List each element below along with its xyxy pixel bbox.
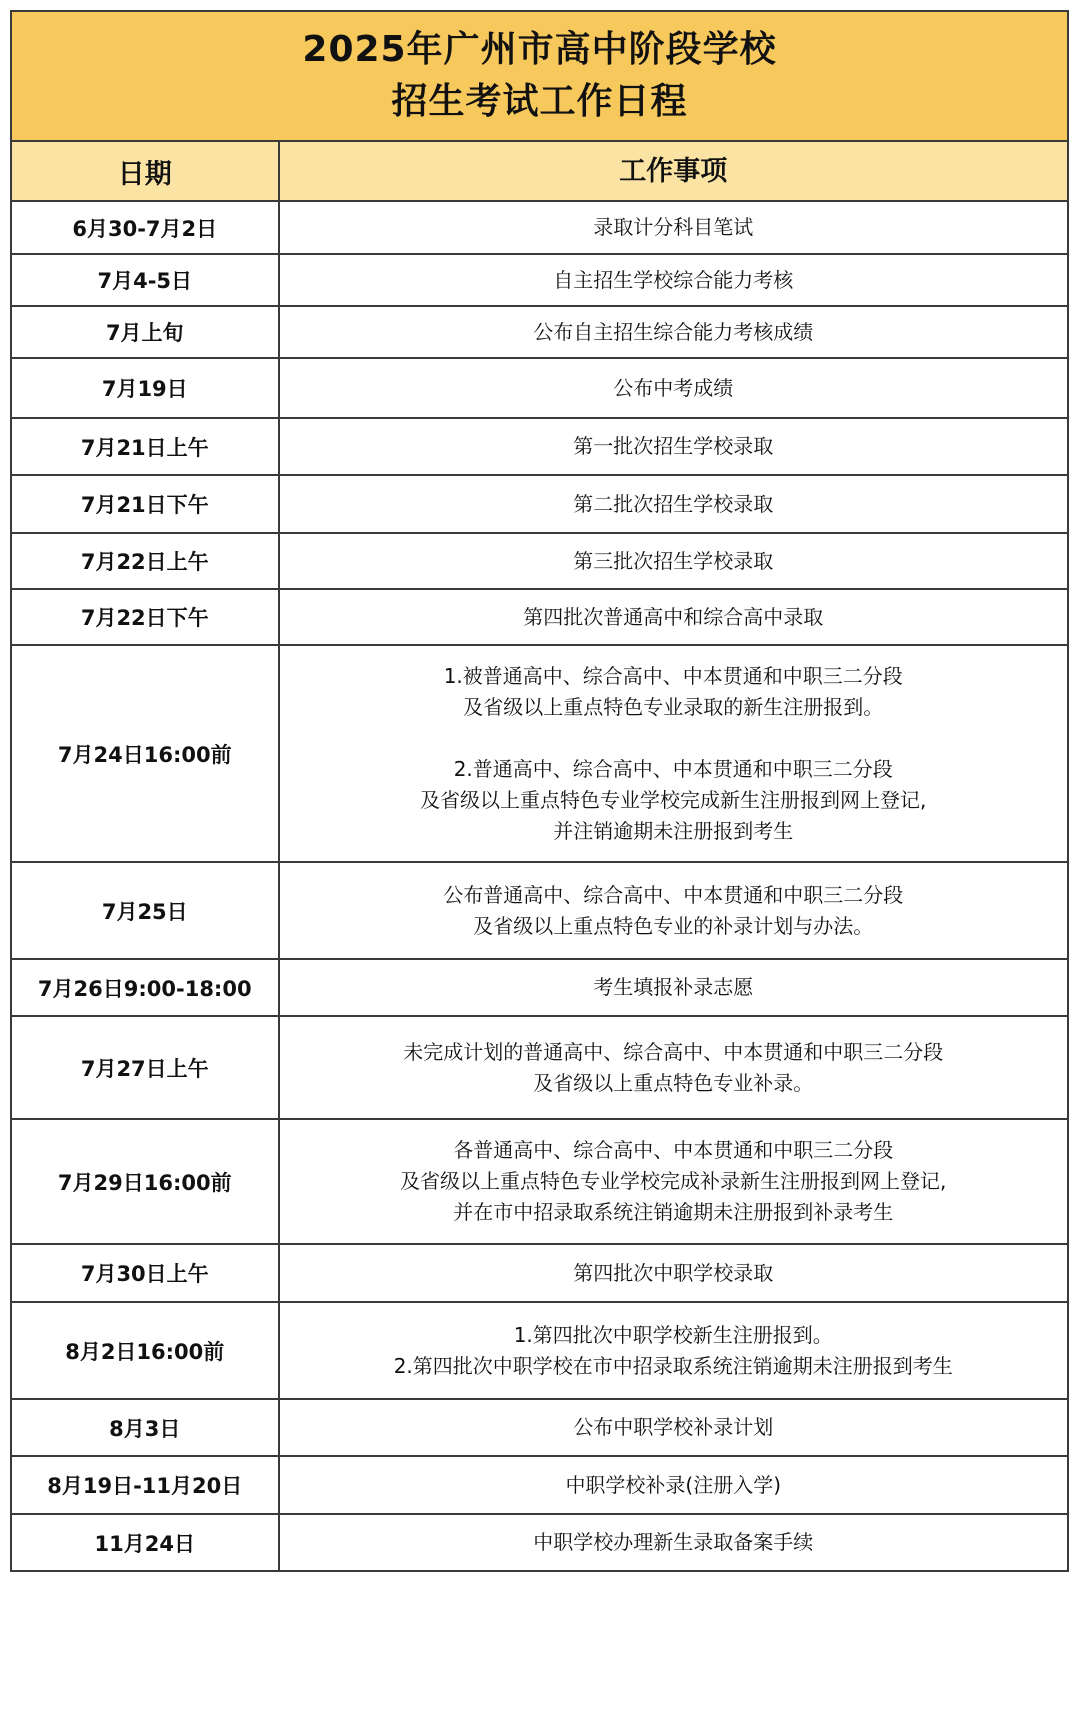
table-row [12, 1017, 1069, 1120]
item-line: 第四批次中职学校录取 [573, 1260, 774, 1285]
column-header-item: 工作事项 [280, 142, 1070, 202]
item-cell [280, 960, 1070, 1017]
date-cell: 8月2日16:00前 [12, 1303, 280, 1400]
date-cell: 7月22日上午 [12, 534, 280, 590]
item-line: 及省级以上重点特色专业补录。 [533, 1070, 814, 1095]
item-line: 2.第四批次中职学校在市中招录取系统注销逾期未注册报到考生 [393, 1353, 953, 1378]
date-cell: 7月4-5日 [12, 255, 280, 307]
date-cell: 7月25日 [12, 863, 280, 960]
item-cell [280, 534, 1070, 590]
table-row [12, 476, 1069, 534]
date-cell: 7月27日上午 [12, 1017, 280, 1120]
date-cell: 8月19日-11月20日 [12, 1457, 280, 1515]
item-line: 各普通高中、综合高中、中本贯通和中职三二分段 [453, 1138, 894, 1162]
table-row [12, 646, 1069, 863]
item-cell [280, 1017, 1070, 1120]
date-cell: 7月21日上午 [12, 419, 280, 476]
item-cell [280, 476, 1070, 534]
item-line: 公布普通高中、综合高中、中本贯通和中职三二分段 [443, 882, 904, 907]
date-cell: 7月24日16:00前 [12, 646, 280, 863]
table-row [12, 534, 1069, 590]
table-row [12, 1120, 1069, 1245]
item-line: 公布自主招生综合能力考核成绩 [533, 319, 814, 344]
item-line: 录取计分科目笔试 [593, 215, 754, 239]
column-header-date: 日期 [12, 142, 280, 202]
date-cell: 7月19日 [12, 359, 280, 419]
table-row [12, 960, 1069, 1017]
table-row [12, 359, 1069, 419]
table-row [12, 202, 1069, 255]
item-cell [280, 255, 1070, 307]
table-title-line-1: 2025年广州市高中阶段学校 [302, 29, 777, 70]
table-title-line-2: 招生考试工作日程 [391, 81, 688, 122]
table-row [12, 419, 1069, 476]
item-line: 并在市中招录取系统注销逾期未注册报到补录考生 [453, 1200, 894, 1224]
table-header-row [12, 142, 1069, 202]
item-line: 第三批次招生学校录取 [573, 548, 774, 573]
date-cell: 6月30-7月2日 [12, 202, 280, 255]
item-cell [280, 1400, 1070, 1457]
item-line: 公布中考成绩 [613, 375, 734, 400]
table-row [12, 1303, 1069, 1400]
table-row [12, 1515, 1069, 1572]
date-cell: 7月22日下午 [12, 590, 280, 646]
item-line: 及省级以上重点特色专业录取的新生注册报到。 [463, 694, 884, 719]
table-row [12, 863, 1069, 960]
date-cell: 7月30日上午 [12, 1245, 280, 1303]
item-line: 1.被普通高中、综合高中、中本贯通和中职三二分段 [443, 663, 903, 688]
item-line: 及省级以上重点特色专业学校完成新生注册报到网上登记, [420, 787, 927, 812]
item-cell [280, 307, 1070, 359]
item-line: 考生填报补录志愿 [593, 975, 754, 999]
schedule-table [10, 10, 1069, 1572]
item-cell [280, 590, 1070, 646]
item-cell [280, 419, 1070, 476]
item-cell [280, 1515, 1070, 1572]
item-line: 1.第四批次中职学校新生注册报到。 [513, 1322, 833, 1347]
table-row [12, 590, 1069, 646]
item-line: 第二批次招生学校录取 [573, 491, 774, 516]
date-cell: 7月21日下午 [12, 476, 280, 534]
item-line: 公布中职学校补录计划 [573, 1415, 774, 1439]
item-cell [280, 1303, 1070, 1400]
item-cell [280, 202, 1070, 255]
table-row [12, 1245, 1069, 1303]
item-cell [280, 863, 1070, 960]
date-cell: 7月29日16:00前 [12, 1120, 280, 1245]
item-line: 中职学校办理新生录取备案手续 [533, 1530, 814, 1554]
table-row [12, 307, 1069, 359]
table-row [12, 1400, 1069, 1457]
item-cell [280, 646, 1070, 863]
item-line: 并注销逾期未注册报到考生 [553, 818, 794, 843]
table-body [12, 202, 1069, 1572]
item-cell [280, 359, 1070, 419]
item-line: 第一批次招生学校录取 [573, 434, 774, 458]
item-line: 未完成计划的普通高中、综合高中、中本贯通和中职三二分段 [403, 1039, 944, 1064]
date-cell: 11月24日 [12, 1515, 280, 1572]
item-line: 中职学校补录(注册入学) [565, 1472, 782, 1497]
item-line: 及省级以上重点特色专业学校完成补录新生注册报到网上登记, [400, 1169, 947, 1193]
item-cell [280, 1120, 1070, 1245]
date-cell: 7月上旬 [12, 307, 280, 359]
table-row [12, 255, 1069, 307]
date-cell: 7月26日9:00-18:00 [12, 960, 280, 1017]
date-cell: 8月3日 [12, 1400, 280, 1457]
item-line: 自主招生学校综合能力考核 [553, 267, 794, 292]
item-cell [280, 1245, 1070, 1303]
item-cell [280, 1457, 1070, 1515]
table-row [12, 1457, 1069, 1515]
item-line: 及省级以上重点特色专业的补录计划与办法。 [473, 913, 874, 938]
item-line: 第四批次普通高中和综合高中录取 [523, 604, 824, 629]
table-title [12, 12, 1069, 142]
item-line: 2.普通高中、综合高中、中本贯通和中职三二分段 [453, 756, 893, 781]
